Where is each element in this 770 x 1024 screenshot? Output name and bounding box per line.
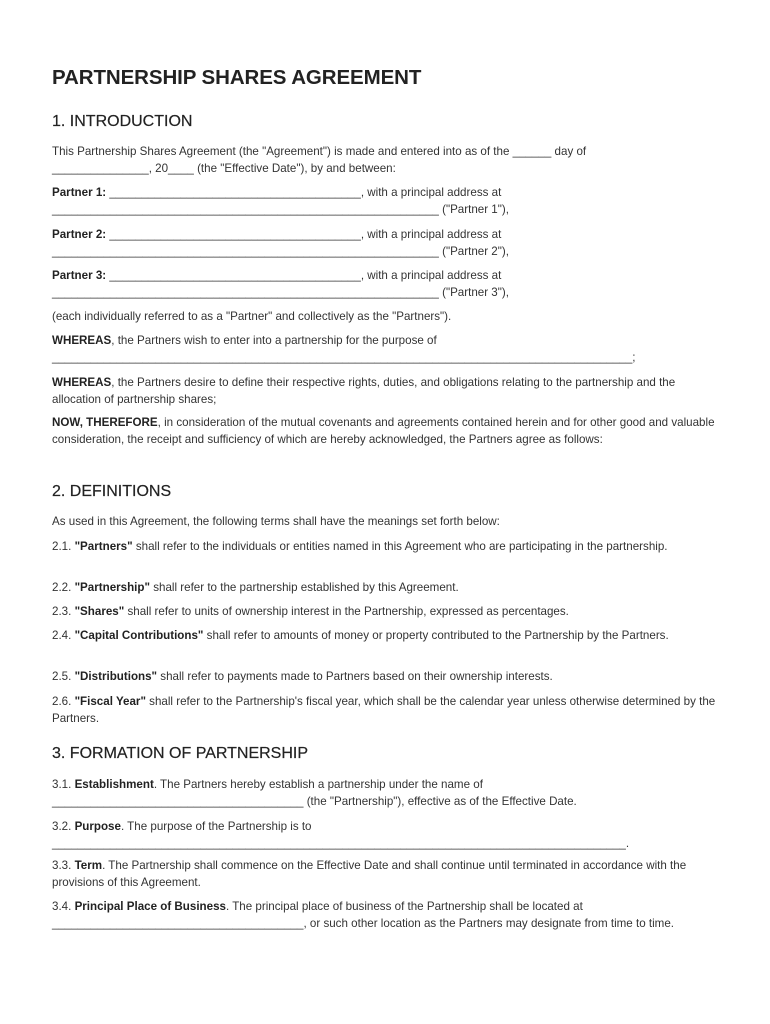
section-heading-formation: 3. FORMATION OF PARTNERSHIP [52, 745, 309, 762]
partner-1-line-2: ____________________________________________________________ ("Partner 1"), [52, 203, 509, 216]
clause-term: Term [74, 859, 103, 872]
clause-text: . The Partnership shall commence on the Effective Date and shall continue until terminated in accordance with the provisions of this Agreement. [52, 859, 687, 889]
whereas-1-label: WHEREAS [52, 334, 112, 347]
partner-1-paragraph [52, 184, 722, 218]
definition-text: shall refer to the individuals or entities named in this Agreement who are participating in the partnership. [132, 540, 668, 553]
definition-2-3 [52, 603, 722, 620]
definition-term: "Capital Contributions" [74, 629, 204, 642]
clause-number: 3.1. [52, 778, 75, 791]
clause-number: 3.4. [52, 900, 75, 913]
partner-2-paragraph [52, 226, 722, 260]
partner-3-line-1: _______________________________________, with a principal address at [106, 269, 502, 282]
partner-1-label: Partner 1: [52, 186, 107, 199]
definition-2-5 [52, 668, 722, 685]
whereas-1-line-1: , the Partners wish to enter into a partnership for the purpose of [111, 334, 437, 347]
clause-line-1: . The principal place of business of the Partnership shall be located at [225, 900, 583, 913]
definition-number: 2.2. [52, 581, 75, 594]
clause-number: 3.3. [52, 859, 75, 872]
definition-term: "Distributions" [74, 670, 158, 683]
definition-text: shall refer to payments made to Partners based on their ownership interests. [157, 670, 553, 683]
intro-line-2: _______________, 20____ (the "Effective Date"), by and between: [52, 162, 396, 175]
definition-text: shall refer to units of ownership interest in the Partnership, expressed as percentages. [124, 605, 569, 618]
partner-2-line-1: _______________________________________, with a principal address at [106, 228, 502, 241]
whereas-1-paragraph [52, 332, 722, 366]
section-heading-definitions: 2. DEFINITIONS [52, 483, 172, 500]
definition-number: 2.1. [52, 540, 75, 553]
definition-text: shall refer to the Partnership's fiscal year, which shall be the calendar year unless otherwise determined by the Partners. [52, 695, 716, 725]
definition-2-1 [52, 538, 722, 555]
clause-line-2: _______________________________________, or such other location as the Partners may designate from time to time. [52, 917, 674, 930]
now-therefore-text: , in consideration of the mutual covenants and agreements contained herein and for other good and valuable consideration, the receipt and sufficiency of which are hereby acknowledged, the Partners agree as follows: [52, 416, 715, 446]
definition-2-4 [52, 627, 722, 644]
definition-term: "Fiscal Year" [74, 695, 146, 708]
definitions-intro: As used in this Agreement, the following terms shall have the meanings set forth below: [52, 515, 500, 528]
definition-number: 2.5. [52, 670, 75, 683]
section-heading-introduction: 1. INTRODUCTION [52, 113, 193, 130]
clause-line-2: _______________________________________ (the "Partnership"), effective as of the Effective Date. [52, 795, 577, 808]
clause-line-2: _________________________________________________________________________________________. [52, 837, 630, 850]
intro-paragraph [52, 143, 722, 177]
partner-3-paragraph [52, 267, 722, 301]
partner-3-line-2: ____________________________________________________________ ("Partner 3"), [52, 286, 509, 299]
definition-text: shall refer to amounts of money or property contributed to the Partnership by the Partners. [203, 629, 669, 642]
partner-1-line-1: _______________________________________, with a principal address at [106, 186, 502, 199]
definition-number: 2.6. [52, 695, 75, 708]
clause-term: Purpose [74, 820, 121, 833]
definition-2-6 [52, 693, 722, 727]
clause-3-4 [52, 898, 722, 932]
partner-3-label: Partner 3: [52, 269, 107, 282]
partner-2-line-2: ____________________________________________________________ ("Partner 2"), [52, 245, 509, 258]
clause-3-1 [52, 776, 722, 810]
definition-term: "Partnership" [74, 581, 150, 594]
now-therefore-label: NOW, THEREFORE [52, 416, 158, 429]
clause-3-2 [52, 818, 722, 852]
whereas-1-line-2: __________________________________________________________________________________________; [52, 351, 636, 364]
clause-number: 3.2. [52, 820, 75, 833]
definition-term: "Shares" [74, 605, 125, 618]
clause-line-1: . The Partners hereby establish a partnership under the name of [153, 778, 483, 791]
definition-number: 2.4. [52, 629, 75, 642]
clause-term: Principal Place of Business [74, 900, 226, 913]
definition-term: "Partners" [74, 540, 133, 553]
document-title: PARTNERSHIP SHARES AGREEMENT [52, 66, 422, 89]
whereas-2-paragraph [52, 374, 722, 408]
partner-2-label: Partner 2: [52, 228, 107, 241]
each-partner-paragraph: (each individually referred to as a "Partner" and collectively as the "Partners"). [52, 310, 452, 323]
whereas-2-text: , the Partners desire to define their respective rights, duties, and obligations relating to the partnership and the allocation of partnership shares; [52, 376, 676, 406]
clause-line-1: . The purpose of the Partnership is to [120, 820, 312, 833]
whereas-2-label: WHEREAS [52, 376, 112, 389]
clause-term: Establishment [74, 778, 154, 791]
definition-text: shall refer to the partnership established by this Agreement. [149, 581, 459, 594]
clause-3-3 [52, 857, 722, 891]
intro-line-1: This Partnership Shares Agreement (the "Agreement") is made and entered into as of the ______ day of [52, 145, 587, 158]
now-therefore-paragraph [52, 414, 722, 448]
definition-2-2 [52, 579, 722, 596]
definition-number: 2.3. [52, 605, 75, 618]
